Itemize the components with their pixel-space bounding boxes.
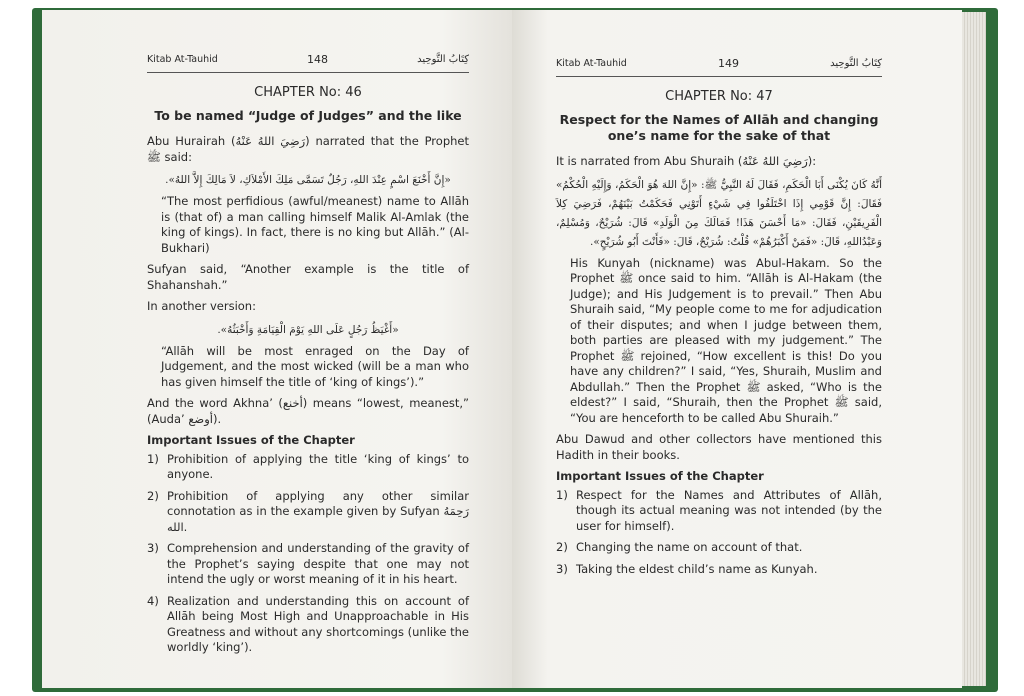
issue-text: Taking the eldest child’s name as Kunyah. [576, 561, 818, 576]
issue-item [147, 541, 469, 588]
chapter-title: To be named “Judge of Judges” and the like [154, 108, 462, 123]
issues-list [147, 452, 469, 656]
header-arabic: كِتَابُ التَّوحِيد [417, 54, 469, 65]
issue-number: 1) [147, 451, 159, 466]
running-header [556, 56, 882, 77]
chapter-number: CHAPTER No: 46 [254, 84, 362, 100]
issue-text: Prohibition of applying any other similar connotation as in the example given by Sufyan رَحِمَهُ الله. [167, 488, 469, 534]
issue-text: Changing the name on account of that. [576, 540, 803, 554]
issue-item [556, 540, 882, 556]
header-book: Kitab At-Tauhid [147, 54, 218, 65]
header-arabic: كِتَابُ التَّوحِيد [830, 58, 882, 69]
hadith-english: “The most perfidious (awful/meanest) name to Allāh is (that of) a man calling himself Malik Al-Amlak (the king of kings). In fact, there is no king but Allāh.” (Al-Bukhari) [161, 194, 469, 255]
intro: Abu Hurairah (رَضِيَ اللهُ عَنْهُ) narrated that the Prophet ﷺ said: [147, 134, 469, 164]
issue-item [147, 489, 469, 536]
issue-item [147, 452, 469, 483]
issue-item [147, 594, 469, 656]
issues-list [556, 488, 882, 578]
version-arabic: «أَغْيَظُ رَجُلٍ عَلَى اللهِ يَوْمَ الْقِيَامَةِ وَأَخْبَثُهُ». [217, 323, 399, 336]
header-book: Kitab At-Tauhid [556, 58, 627, 69]
page-edges [962, 12, 986, 686]
intro: It is narrated from Abu Shuraih (رَضِيَ اللهُ عَنْهُ): [556, 154, 817, 168]
left-page-content [147, 52, 469, 662]
issue-number: 3) [556, 561, 568, 576]
hadith-english: His Kunyah (nickname) was Abul-Hakam. So the Prophet ﷺ once said to him. “Allāh is Al-Hakam (the Judge); and His Judgement is to prevail.” Then Abu Shuraih said, “My people come to me for adjudication of their disputes; and when I judge between them, both parties are pleased with my judgement.” The Prophet ﷺ rejoined, “How excellent is this! Do you have any children?” I said, “Yes, Shuraih, Muslim and Abdullah.” Then the Prophet ﷺ asked, “Who is the eldest?” I said, “Shuraih, then the Prophet ﷺ said, “You are henceforth to be called Abu Shuraih.” [570, 255, 882, 425]
right-page-content [556, 56, 882, 583]
chapter-title: Respect for the Names of Allāh and changing one’s name for the sake of that [559, 112, 879, 143]
issue-number: 1) [556, 487, 568, 502]
issue-number: 2) [556, 540, 568, 554]
issue-number: 3) [147, 541, 159, 555]
page-number: 149 [717, 57, 739, 70]
issue-item [556, 562, 882, 578]
abu-dawud-text: Abu Dawud and other collectors have mentioned this Hadith in their books. [556, 432, 882, 462]
version-english: “Allāh will be most enraged on the Day of Judgement, and the most wicked (will be a man who has given himself the title of ‘king of kings’).” [161, 343, 469, 389]
hadith-arabic: أَنَّهُ كَانَ يُكْنَى أَبَا الْحَكَمِ، فَقَالَ لَهُ النَّبِيُّ ﷺ: «إِنَّ اللهَ هُوَ الْحَكَمُ، وَإِلَيْهِ الْحُكْمُ» فَقَالَ: إِنَّ قَوْمِي إِذَا اخْتَلَفُوا فِي شَيْءٍ أَتَوْنِي فَحَكَمْتُ بَيْنَهُمْ، فَرَضِيَ كِلاَ الْفَرِيقَيْنِ، فَقَالَ: «مَا أَحْسَنَ هَذَا! فَمَالَكَ مِنَ الْوَلَدِ» قَالَ: شُرَيْحٌ، وَمُسْلِمٌ، وَعَبْدُاللهِ، قَالَ: «فَمَنْ أَكْبَرُهُمْ» قُلْتُ: شُرَيْحٌ، قَالَ: «فَأَنْتَ أَبُو شُرَيْحٍ». [556, 178, 882, 248]
issue-text: Respect for the Names and Attributes of Allāh, though its actual meaning was not intended (by the user for himself). [576, 487, 882, 533]
issue-number: 4) [147, 593, 159, 608]
issues-heading: Important Issues of the Chapter [147, 433, 355, 447]
issue-text: Prohibition of applying the title ‘king of kings’ to anyone. [167, 451, 469, 481]
another-version: In another version: [147, 299, 256, 313]
issue-item [556, 488, 882, 535]
issue-number: 2) [147, 488, 159, 503]
issues-heading: Important Issues of the Chapter [556, 469, 764, 483]
page-number: 148 [306, 53, 328, 66]
akhna-text: And the word Akhna’ (أخنع) means “lowest, meanest,” (Auda’ أوضع). [147, 396, 470, 426]
running-header [147, 52, 469, 73]
issue-text: Realization and understanding this on account of Allāh being Most High and Unapproachable in His Greatness and without any shortcomings (unlike the worldly ‘king’). [167, 593, 469, 654]
chapter-number: CHAPTER No: 47 [665, 88, 773, 104]
issue-text: Comprehension and understanding of the gravity of the Prophet’s saying despite that one may not intend the ugly or worst meaning of it in his heart. [167, 541, 469, 586]
sufyan-text: Sufyan said, “Another example is the title of Shahanshah.” [147, 262, 469, 292]
hadith-arabic: «إِنَّ أَخْنَعَ اسْمٍ عِنْدَ اللهِ، رَجُلٌ تَسَمَّى مَلِكَ الأَمْلاَكِ، لاَ مَالِكَ إِلاَّ اللهُ». [165, 174, 451, 186]
